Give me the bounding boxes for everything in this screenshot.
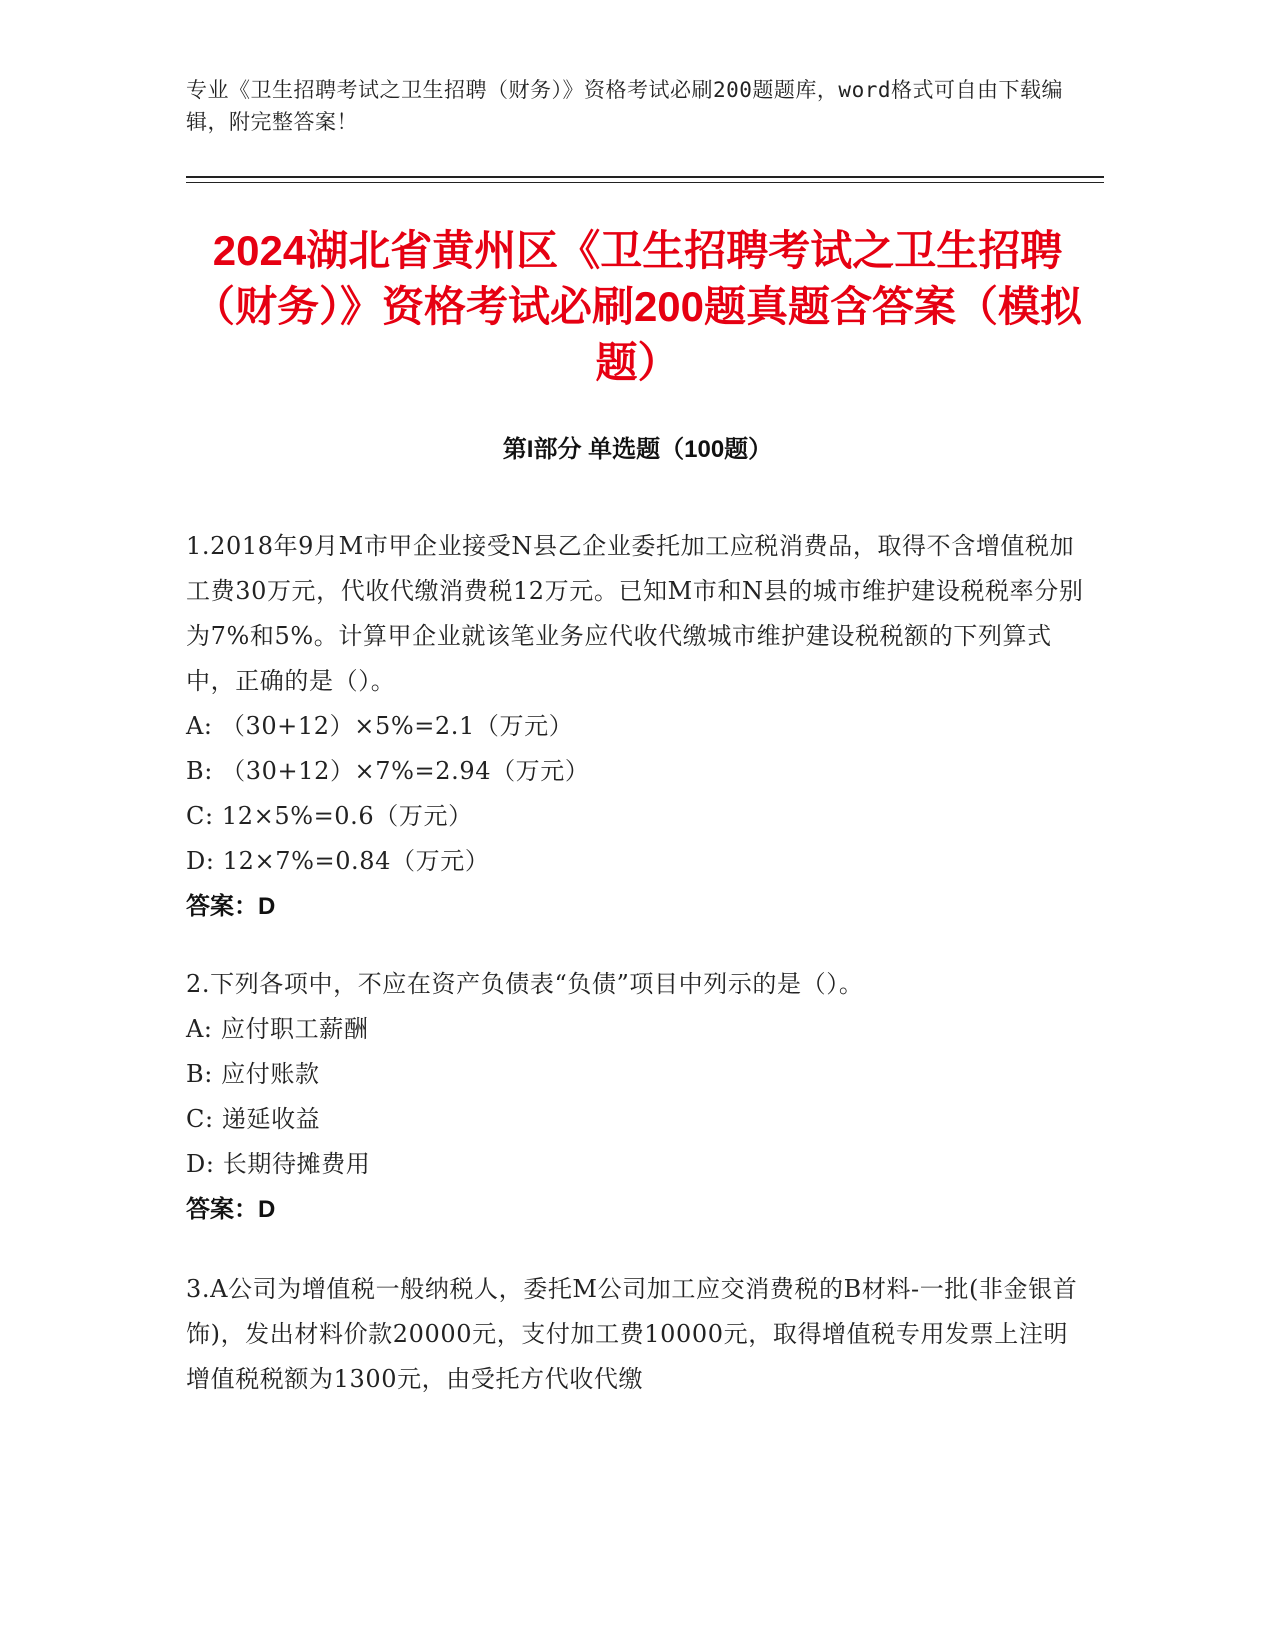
- document-title: 2024湖北省黄州区《卫生招聘考试之卫生招聘（财务）》资格考试必刷200题真题含答案（模拟题）: [192, 227, 1083, 386]
- question-stem: 2.下列各项中，不应在资产负债表“负债”项目中列示的是（）。: [186, 970, 864, 998]
- answer: 答案：D: [186, 893, 276, 920]
- option-b: B: （30+12）×7%=2.94（万元）: [186, 757, 590, 785]
- answer: 答案：D: [186, 1196, 276, 1223]
- option-a: A: （30+12）×5%=2.1（万元）: [186, 712, 574, 740]
- question-1: [186, 524, 1091, 929]
- section-heading: 第I部分 单选题（100题）: [502, 436, 773, 463]
- header-divider-thin: [186, 182, 1104, 183]
- header-divider-thick: [186, 176, 1104, 178]
- question-stem: 1.2018年9月M市甲企业接受N县乙企业委托加工应税消费品，取得不含增值税加工费30万元，代收代缴消费税12万元。已知M市和N县的城市维护建设税税率分别为7%和5%。计算甲企业就该笔业务应代收代缴城市维护建设税税额的下列算式中，正确的是（）。: [186, 532, 1084, 695]
- option-a: A: 应付职工薪酬: [186, 1015, 369, 1043]
- option-c: C: 12×5%=0.6（万元）: [186, 802, 473, 830]
- option-b: B: 应付账款: [186, 1060, 320, 1088]
- header-note: 专业《卫生招聘考试之卫生招聘（财务）》资格考试必刷200题题库，word格式可自由下载编辑，附完整答案！: [186, 78, 1063, 134]
- question-2: [186, 962, 1091, 1232]
- option-d: D: 长期待摊费用: [186, 1150, 371, 1178]
- option-d: D: 12×7%=0.84（万元）: [186, 847, 490, 875]
- question-stem: 3.A公司为增值税一般纳税人，委托M公司加工应交消费税的B材料-一批(非金银首饰)，发出材料价款20000元，支付加工费10000元，取得增值税专用发票上注明增值税税额为1300元，由受托方代收代缴: [186, 1275, 1078, 1393]
- question-3: [186, 1267, 1091, 1402]
- option-c: C: 递延收益: [186, 1105, 321, 1133]
